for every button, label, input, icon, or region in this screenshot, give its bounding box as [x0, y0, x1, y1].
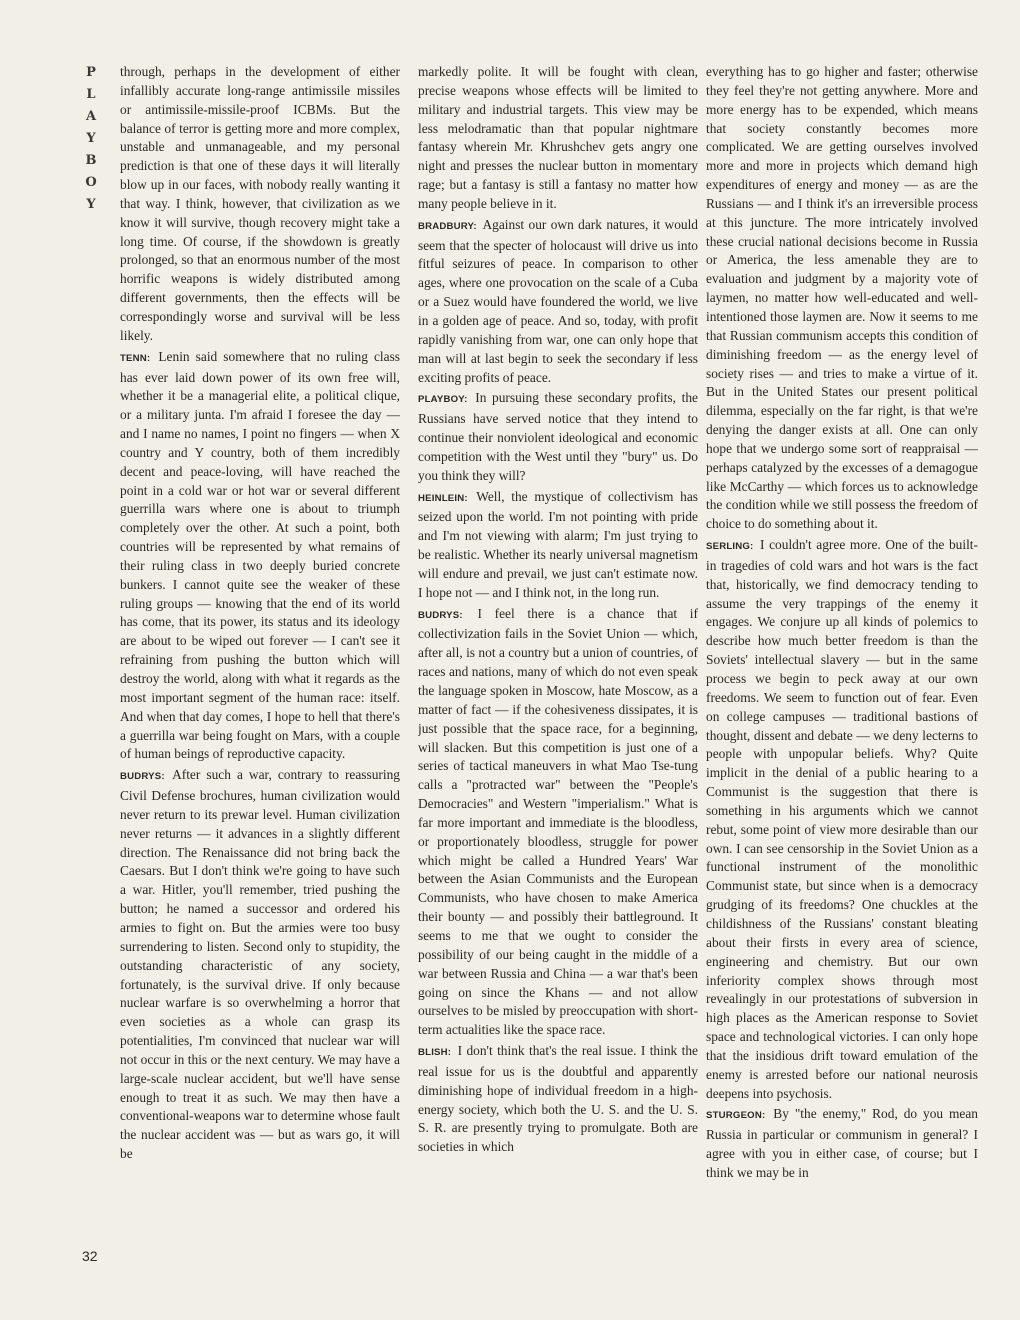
paragraph-text: After such a war, contrary to reassuring Civil Defense brochures, human civilization would never return to its prewar level. Human civilization never returns — it advances in a slightly different direction. The Renaissance did not bring back the Caesars. But I don't think we're going to have such a war. Hitler, you'll remember, tried pushing the button; he named a successor and ordered his armies to fight on. But the armies were too busy surrendering to listen. Second only to stupidity, the outstanding characteristic of any society, fortunately, is the survival drive. If only because nuclear warfare is so overwhelming a horror that even societies as a whole can grasp its potentialities, I'm convinced that nuclear war will not occur in this or the next century. We may have a large-scale nuclear accident, but we'll have sense enough to treat it as such. We may then have a conventional-weapons war to determine whose fault the nuclear accident was — but as wars go, it will be: [120, 767, 400, 1162]
paragraph: [418, 605, 698, 1040]
speaker-label: BUDRYS:: [418, 609, 463, 621]
paragraph: [706, 536, 978, 1103]
paragraph-text: Lenin said somewhere that no ruling class has ever laid down power of its own free will, whether it be a managerial elite, a political clique, or a military junta. I'm afraid I foresee the day — and I name no names, I point no fingers — when X country and Y country, both of them incredibly decent and peace-loving, will have reached the point in a cold war or hot war or several different guerrilla wars where one is about to triumph completely over the other. At such a point, both countries will be represented by what remains of their ruling class in two deeply buried concrete bunkers. I cannot quite see the weaker of these ruling groups — knowing that the end of its world has come, that its power, its status and its ideology are about to be wiped out forever — I can't see it refraining from pushing the button which will destroy the world, along with what it regards as the most important segment of the human race: itself. And when that day comes, I hope to hell that there's a guerrilla war being fought on Mars, with a couple of human beings of reproductive capacity.: [120, 348, 400, 762]
paragraph: [706, 63, 978, 534]
paragraph: [418, 389, 698, 485]
text-column-3: [706, 63, 978, 1278]
page-number: 32: [82, 1248, 98, 1264]
brand-letter: B: [85, 153, 97, 168]
brand-letter: O: [85, 175, 97, 190]
paragraph: [418, 63, 698, 214]
paragraph: [120, 348, 400, 765]
paragraph: [418, 1042, 698, 1157]
paragraph-text: I couldn't agree more. One of the built-in tragedies of cold wars and hot wars is the fact that, historically, we find democracy tending to assume the very trappings of the enemy it engages. We conjure up all kinds of polemics to describe how much better freedom is than the Soviets' intellectual slavery — but in the same process we begin to peck away at our own freedoms. We seem to function out of fear. Even on college campuses — traditional bastions of thought, dissent and debate — we deny lecterns to people with unpopular beliefs. Why? Quite implicit in the denial of a public hearing to a Communist is the suggestion that there is something in his arguments which we cannot rebut, some point of view more desirable than our own. I can see censorship in the Soviet Union as a functional instrument of the monolithic Communist state, but since when is a democracy grudging of its freedoms? One chuckles at the childishness of the Russians' constant bleating about their firsts in every area of science, engineering and chemistry. But our own inferiority complex shows through most revealingly in our protestations of subversion in high places as the American response to Soviet space and technological victories. I can only hope that the insidious drift toward emulation of the enemy is arrested before our national neurosis deepens into psychosis.: [706, 537, 978, 1101]
brand-letter: Y: [86, 131, 96, 146]
paragraph: [120, 766, 400, 1164]
brand-letter: Y: [86, 197, 96, 212]
magazine-brand: [80, 62, 102, 216]
paragraph-text: markedly polite. It will be fought with clean, precise weapons whose effects will be limited to military and industrial targets. This view may be less melodramatic than that popular nightmare fantasy wherein Mr. Khrushchev gets angry one night and presses the nuclear button in momentary rage; but a fantasy is still a fantasy no matter how many people believe in it.: [418, 64, 698, 211]
paragraph-text: everything has to go higher and faster; otherwise they feel they're not getting anywhere. More and more energy has to be expended, which means that society constantly becomes more complicated. We are getting ourselves involved more and more in projects which demand high expenditures of energy and money — as are the Russians — and I think it's an irreversible process at this juncture. The more intricately involved these crucial national decisions become in Russia or America, the less amenable they are to evaluation and judgment by a majority vote of laymen, no matter how well-educated and well-intentioned those laymen are. Now it seems to me that Russian communism accepts this condition of diminishing freedom — as the energy level of society rises — and tries to make a virtue of it. But in the United States our present political dilemma, especially on the far right, is that we're denying the danger exists at all. One can only hope that we undergo some sort of reappraisal — perhaps catalyzed by the excesses of a demagogue like McCarthy — which forces us to acknowledge the condition while we still possess the freedom of choice to do something about it.: [706, 64, 978, 532]
paragraph-text: Well, the mystique of collectivism has seized upon the world. I'm not pointing with pride and I'm not viewing with alarm; I'm just trying to be realistic. Whether its nearly universal magnetism will endure and prevail, we just can't estimate now. I hope not — and I think not, in the long run.: [418, 488, 698, 600]
paragraph-text: Against our own dark natures, it would seem that the specter of holocaust will drive us into fitful seizures of peace. In comparison to other ages, where one provocation on the scale of a Cuba or a Suez would have foundered the world, we live in a golden age of peace. And so, today, with profit rapidly vanishing from war, one can only hope that man will at last begin to seek the secondary if less exciting profits of peace.: [418, 216, 698, 385]
speaker-label: BUDRYS:: [120, 771, 165, 783]
speaker-label: STURGEON:: [706, 1110, 766, 1122]
paragraph-text: In pursuing these secondary profits, the Russians have served notice that they intend to continue their nonviolent ideological and economic competition with the West until they "bury" us. Do you think they will?: [418, 390, 698, 483]
brand-letter: L: [86, 87, 96, 102]
text-column-1: [120, 63, 400, 1278]
paragraph-text: through, perhaps in the development of either infallibly accurate long-range antimissile missiles or antimissile-missile-proof ICBMs. But the balance of terror is getting more and more complex, unstable and unmanageable, and my personal prediction is that one of these days it will literally blow up in our faces, with nobody really wanting it that way. I think, however, that civilization as we know it will survive, though recovery might take a long time. Of course, if the showdown is greatly prolonged, so that an enormous number of the most horrific weapons is widely distributed among different governments, then the effects will be correspondingly worse and survival will be less likely.: [120, 64, 400, 343]
paragraph-text: I don't think that's the real issue. I think the real issue for us is the doubtful and apparently diminishing hope of individual freedom in a high-energy society, which both the U. S. and the U. S. S. R. are presently trying to promulgate. Both are societies in which: [418, 1043, 698, 1155]
brand-letter: P: [86, 65, 96, 80]
paragraph: [418, 216, 698, 388]
speaker-label: PLAYBOY:: [418, 394, 468, 406]
brand-letter: A: [85, 109, 97, 124]
text-column-2: [418, 63, 698, 1278]
speaker-label: BLISH:: [418, 1047, 452, 1059]
speaker-label: HEINLEIN:: [418, 492, 468, 504]
paragraph-text: I feel there is a chance that if collectivization fails in the Soviet Union — which, after all, is not a country but a union of countries, of races and nations, many of which do not even speak the language spoken in Moscow, hate Moscow, as a matter of fact — if the cohesiveness dissipates, it is just possible that the space race, for a beginning, will slacken. But this competition is just one of a series of tactical maneuvers in what Mao Tse-tung calls a "protracted war" between the "People's Democracies" and Western "imperialism." What is far more important and immediate is the bloodless, or proportionately bloodless, struggle for power which might be called a Hundred Years' War between the Asian Communists and the European Communists, who have chosen to make America their bounty — and possibly their battleground. It seems to me that we ought to consider the possibility of our being caught in the middle of a war between Russia and China — a war that's been going on since the Khans — and not allow ourselves to be misled by preoccupation with short-term actualities like the space race.: [418, 605, 698, 1038]
paragraph-text: By "the enemy," Rod, do you mean Russia in particular or communism in general? I agree with you in either case, of course; but I think we may be in: [706, 1106, 978, 1180]
speaker-label: TENN:: [120, 352, 151, 364]
paragraph: [418, 488, 698, 603]
paragraph: [706, 1105, 978, 1182]
speaker-label: SERLING:: [706, 541, 754, 553]
speaker-label: BRADBURY:: [418, 220, 477, 232]
paragraph: [120, 63, 400, 346]
